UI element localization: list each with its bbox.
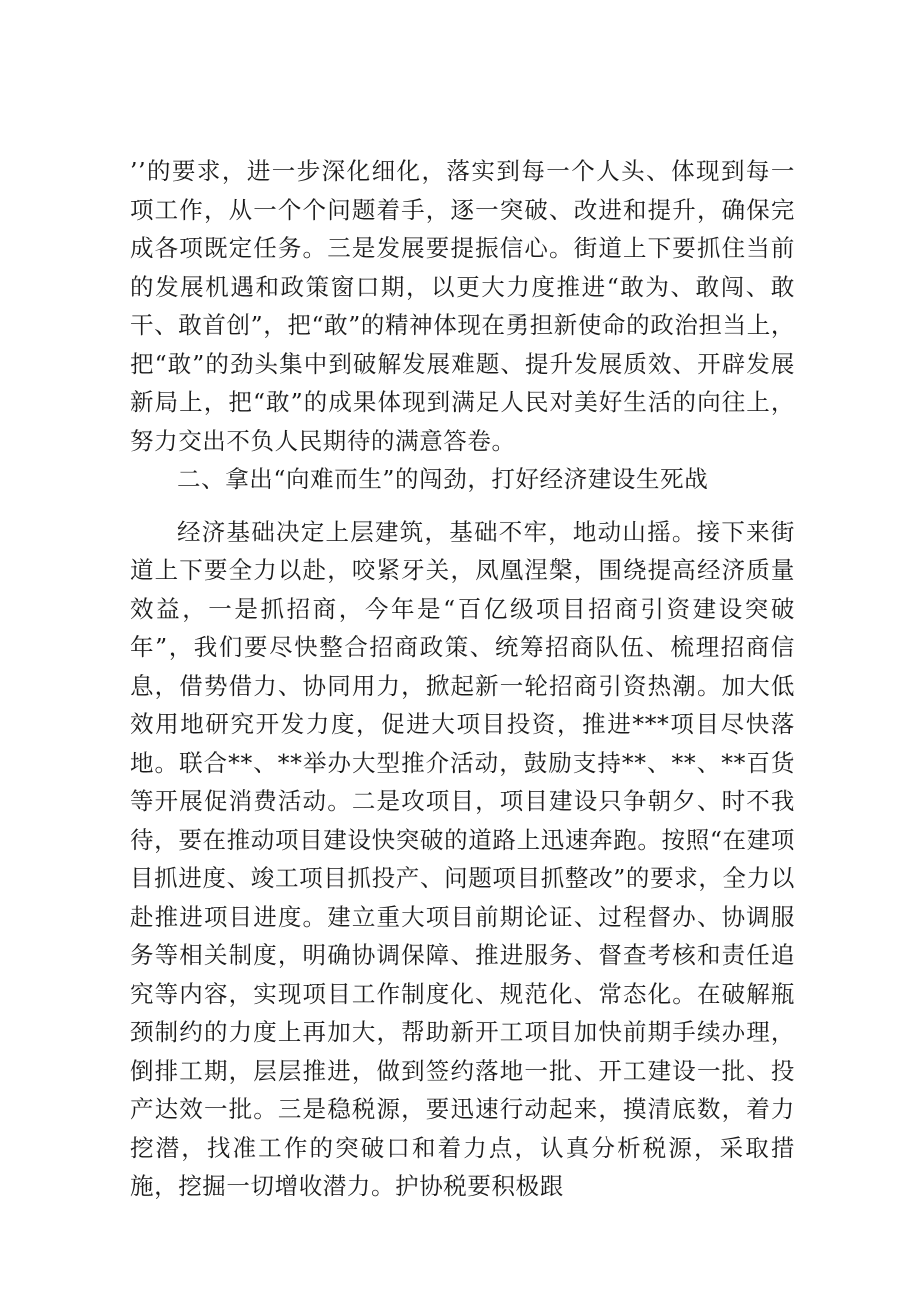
document-body [130, 152, 795, 1206]
paragraph-continuation: ’’的要求，进一步深化细化，落实到每一个人头、体现到每一项工作，从一个个问题着手，逐一突破、改进和提升，确保完成各项既定任务。三是发展要提振信心。街道上下要抓住当前的发展机遇和政策窗口期，以更大力度推进“敢为、敢闯、敢干、敢首创”，把“敢”的精神体现在勇担新使命的政治担当上，把“敢”的劲头集中到破解发展难题、提升发展质效、开辟发展新局上，把“敢”的成果体现到满足人民对美好生活的向往上，努力交出不负人民期待的满意答卷。 [130, 157, 795, 455]
section-heading: 二、拿出“向难而生”的闯劲，打好经济建设生死战 [177, 465, 709, 493]
paragraph-economy: 经济基础决定上层建筑，基础不牢，地动山摇。接下来街道上下要全力以赴，咬紧牙关，凤凰涅槃，围绕提高经济质量效益，一是抓招商，今年是“百亿级项目招商引资建设突破年”，我们要尽快整合招商政策、统筹招商队伍、梳理招商信息，借势借力、协同用力，掀起新一轮招商引资热潮。加大低效用地研究开发力度，促进大项目投资，推进***项目尽快落地。联合**、**举办大型推介活动，鼓励支持**、**、**百货等开展促消费活动。二是攻项目，项目建设只争朝夕、时不我待，要在推动项目建设快突破的道路上迅速奔跑。按照“在建项目抓进度、竣工项目抓投产、问题项目抓整改”的要求，全力以赴推进项目进度。建立重大项目前期论证、过程督办、协调服务等相关制度，明确协调保障、推进服务、督查考核和责任追究等内容，实现项目工作制度化、规范化、常态化。在破解瓶颈制约的力度上再加大，帮助新开工项目加快前期手续办理，倒排工期，层层推进，做到签约落地一批、开工建设一批、投产达效一批。三是稳税源，要迅速行动起来，摸清底数，着力挖潜，找准工作的突破口和着力点，认真分析税源，采取措施，挖掘一切增收潜力。护协税要积极跟 [130, 517, 795, 1200]
